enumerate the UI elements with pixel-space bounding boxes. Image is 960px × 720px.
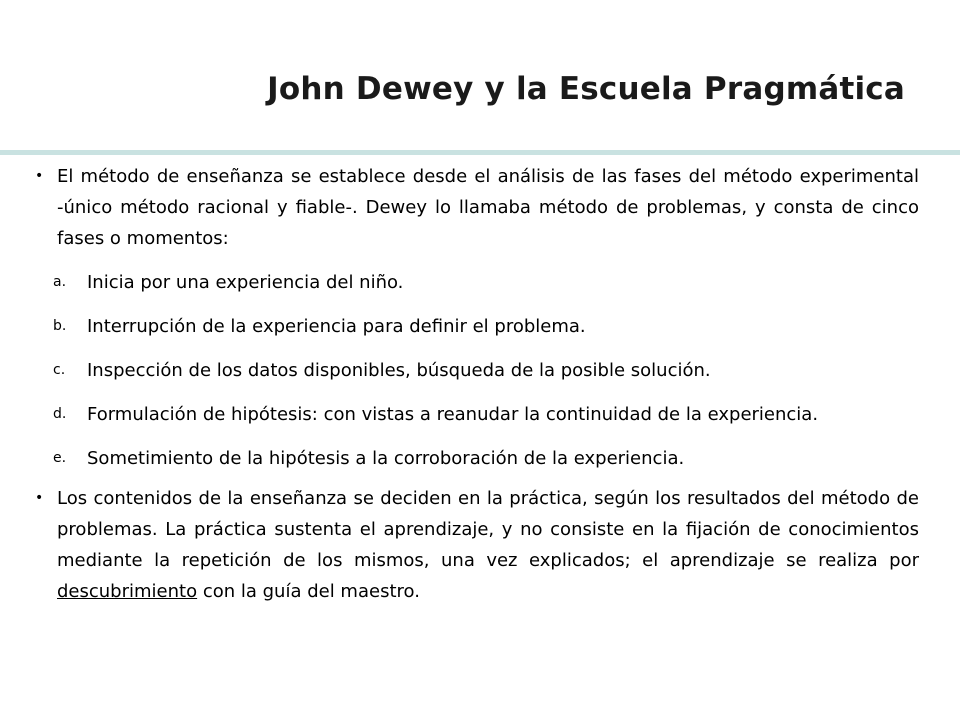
phase-marker: c. — [53, 362, 66, 378]
slide-body — [35, 161, 919, 607]
phase-marker: e. — [53, 450, 67, 466]
slide-title: John Dewey y la Escuela Pragmática — [267, 71, 905, 107]
bullet-contents-tail: con la guía del maestro. — [197, 581, 420, 602]
underlined-term: descubrimiento — [57, 581, 198, 602]
phase-item — [35, 311, 919, 342]
title-divider — [0, 150, 960, 155]
phase-marker: b. — [53, 318, 67, 334]
phase-item — [35, 355, 919, 386]
phase-text: Interrupción de la experiencia para definir el problema. — [87, 316, 586, 337]
phase-item — [35, 443, 919, 474]
phase-text: Sometimiento de la hipótesis a la corroboración de la experiencia. — [87, 448, 685, 469]
phase-text: Inspección de los datos disponibles, búsqueda de la posible solución. — [87, 360, 711, 381]
bullet-contents-text: Los contenidos de la enseñanza se deciden en la práctica, según los resultados del método de problemas. La práctica sustenta el aprendizaje, y no consiste en la fijación de conocimientos mediante la repetición de los mismos, una vez explicados; el aprendizaje se realiza por — [57, 488, 919, 571]
bullet-method-text: El método de enseñanza se establece desde el análisis de las fases del método experimental -único método racional y fiable-. Dewey lo llamaba método de problemas, y consta de cinco fases o momentos: — [57, 166, 919, 249]
bullet-marker: • — [35, 490, 44, 506]
bullet-contents — [35, 483, 919, 607]
phase-item — [35, 399, 919, 430]
phase-item — [35, 267, 919, 298]
bullet-marker: • — [35, 168, 44, 184]
phase-list — [35, 267, 919, 474]
phase-text: Formulación de hipótesis: con vistas a reanudar la continuidad de la experiencia. — [87, 404, 819, 425]
phase-marker: d. — [53, 406, 67, 422]
phase-text: Inicia por una experiencia del niño. — [87, 272, 404, 293]
phase-marker: a. — [53, 274, 67, 290]
bullet-method — [35, 161, 919, 254]
